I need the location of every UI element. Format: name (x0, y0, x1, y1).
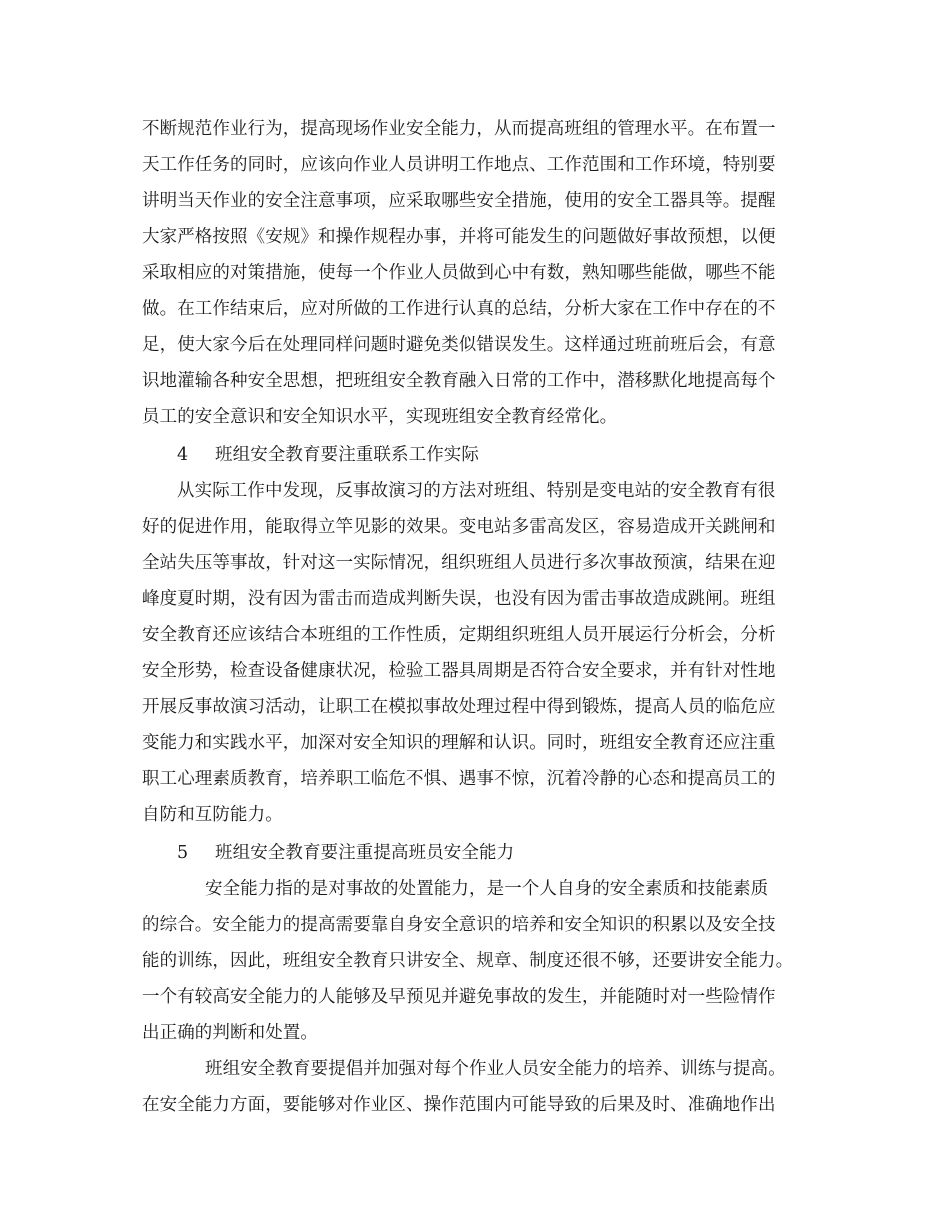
paragraph-line: 的综合。安全能力的提高需要靠自身安全意识的培养和安全知识的积累以及安全技 (142, 915, 776, 935)
paragraph-line: 自防和互防能力。 (142, 805, 283, 825)
paragraph-line: 员工的安全意识和安全知识水平，实现班组安全教育经常化。 (142, 407, 618, 427)
paragraph-line: 不断规范作业行为，提高现场作业安全能力，从而提高班组的管理水平。在布置一 (142, 119, 776, 139)
paragraph-line: 安全教育还应该结合本班组的工作性质，定期组织班组人员开展运行分析会，分析 (142, 625, 776, 645)
paragraph-line: 峰度夏时期，没有因为雷击而造成判断失误，也没有因为雷击事故造成跳闸。班组 (142, 589, 776, 609)
section-title: 班组安全教育要注重提高班员安全能力 (215, 843, 515, 863)
paragraph-line: 开展反事故演习活动，让职工在模拟事故处理过程中得到锻炼，提高人员的临危应 (142, 697, 776, 717)
paragraph-line: 出正确的判断和处置。 (142, 1023, 318, 1043)
paragraph-line: 采取相应的对策措施，使每一个作业人员做到心中有数，熟知哪些能做，哪些不能 (142, 263, 776, 283)
paragraph-line: 安全形势，检查设备健康状况，检验工器具周期是否符合安全要求，并有针对性地 (142, 661, 776, 681)
paragraph-line: 安全能力指的是对事故的处置能力，是一个人自身的安全素质和技能素质 (205, 879, 769, 899)
section-heading-4 (177, 443, 479, 467)
paragraph-line: 在安全能力方面，要能够对作业区、操作范围内可能导致的后果及时、准确地作出 (142, 1095, 776, 1115)
paragraph-line: 大家严格按照《安规》和操作规程办事，并将可能发生的问题做好事故预想，以便 (142, 227, 776, 247)
section-number: 5 (177, 843, 189, 863)
paragraph-line: 变能力和实践水平，加深对安全知识的理解和认识。同时，班组安全教育还应注重 (142, 733, 776, 753)
section-number: 4 (177, 445, 189, 465)
section-heading-5 (177, 841, 514, 865)
paragraph-line: 天工作任务的同时，应该向作业人员讲明工作地点、工作范围和工作环境，特别要 (142, 155, 776, 175)
section-title: 班组安全教育要注重联系工作实际 (215, 445, 479, 465)
paragraph-line: 从实际工作中发现，反事故演习的方法对班组、特别是变电站的安全教育有很 (177, 481, 776, 501)
paragraph-line: 讲明当天作业的安全注意事项，应采取哪些安全措施，使用的安全工器具等。提醒 (142, 191, 776, 211)
paragraph-line: 做。在工作结束后，应对所做的工作进行认真的总结，分析大家在工作中存在的不 (142, 299, 776, 319)
paragraph-line: 班组安全教育要提倡并加强对每个作业人员安全能力的培养、训练与提高。 (205, 1059, 786, 1079)
paragraph-line: 一个有较高安全能力的人能够及早预见并避免事故的发生，并能随时对一些险情作 (142, 987, 776, 1007)
paragraph-line: 足，使大家今后在处理同样问题时避免类似错误发生。这样通过班前班后会，有意 (142, 335, 776, 355)
paragraph-line: 全站失压等事故，针对这一实际情况，组织班组人员进行多次事故预演，结果在迎 (142, 553, 776, 573)
paragraph-line: 能的训练，因此，班组安全教育只讲安全、规章、制度还很不够，还要讲安全能力。 (142, 951, 794, 971)
paragraph-line: 职工心理素质教育，培养职工临危不惧、遇事不惊，沉着冷静的心态和提高员工的 (142, 769, 776, 789)
paragraph-line: 好的促进作用，能取得立竿见影的效果。变电站多雷高发区，容易造成开关跳闸和 (142, 517, 776, 537)
paragraph-line: 识地灌输各种安全思想，把班组安全教育融入日常的工作中，潜移默化地提高每个 (142, 371, 776, 391)
